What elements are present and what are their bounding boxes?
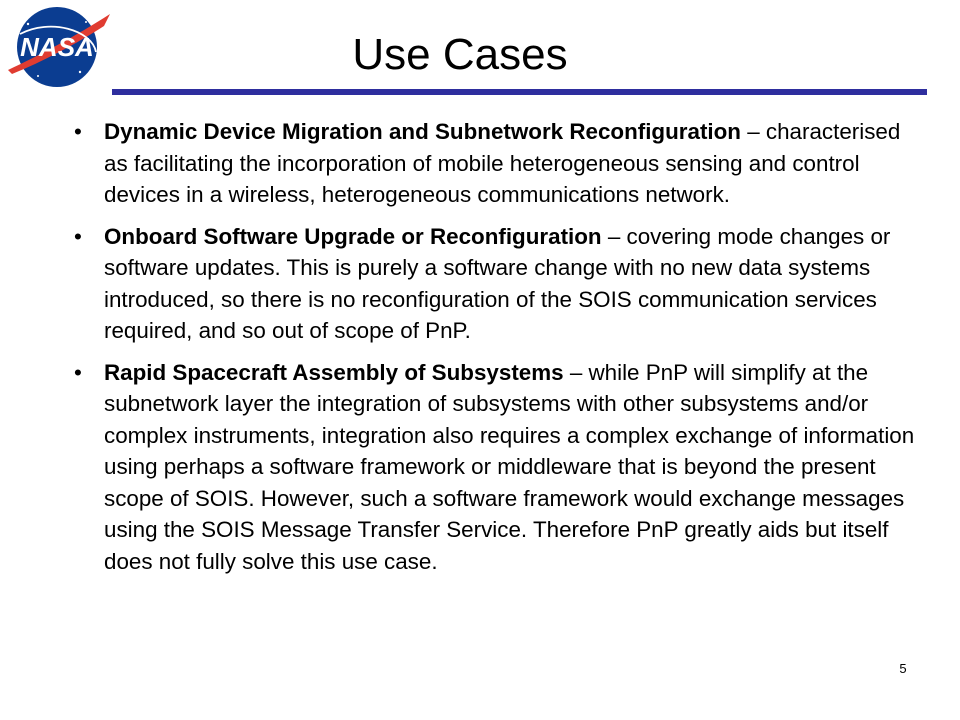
bullet-marker: • — [74, 119, 82, 144]
bullet-heading: Rapid Spacecraft Assembly of Subsystems — [104, 359, 564, 385]
logo-wordmark: NASA — [20, 32, 94, 62]
bullet-body: – covering mode changes or software updates. This is purely a software change with no new data systems introduced, so there is no reconfiguration of the SOIS communication services required, and so out of scope of PnP. — [104, 223, 891, 343]
bullet-heading: Dynamic Device Migration and Subnetwork Reconfiguration — [104, 119, 741, 144]
bullet-item — [74, 116, 926, 211]
bullet-marker: • — [74, 223, 82, 249]
nasa-logo-icon — [0, 0, 116, 96]
bullet-marker: • — [74, 359, 82, 385]
bullet-body: – while PnP will simplify at the subnetwork layer the integration of subsystems with other subsystems and/or complex instruments, integration also requires a complex exchange of information using perhaps a software framework or middleware that is beyond the present scope of SOIS. However, such a software framework would exchange messages using the SOIS Message Transfer Service. Therefore PnP greatly aids but itself does not fully solve this use case. — [104, 359, 915, 574]
title-rule — [112, 89, 927, 95]
slide-title: Use Cases — [352, 30, 568, 79]
bullet-list — [74, 116, 926, 587]
bullet-body: – characterised as facilitating the incorporation of mobile heterogeneous sensing and control devices in a wireless, heterogeneous communications network. — [104, 119, 901, 207]
bullet-heading: Onboard Software Upgrade or Reconfiguration — [104, 223, 602, 249]
page-number: 5 — [899, 661, 907, 676]
bullet-item — [74, 357, 926, 578]
bullet-item — [74, 221, 926, 347]
